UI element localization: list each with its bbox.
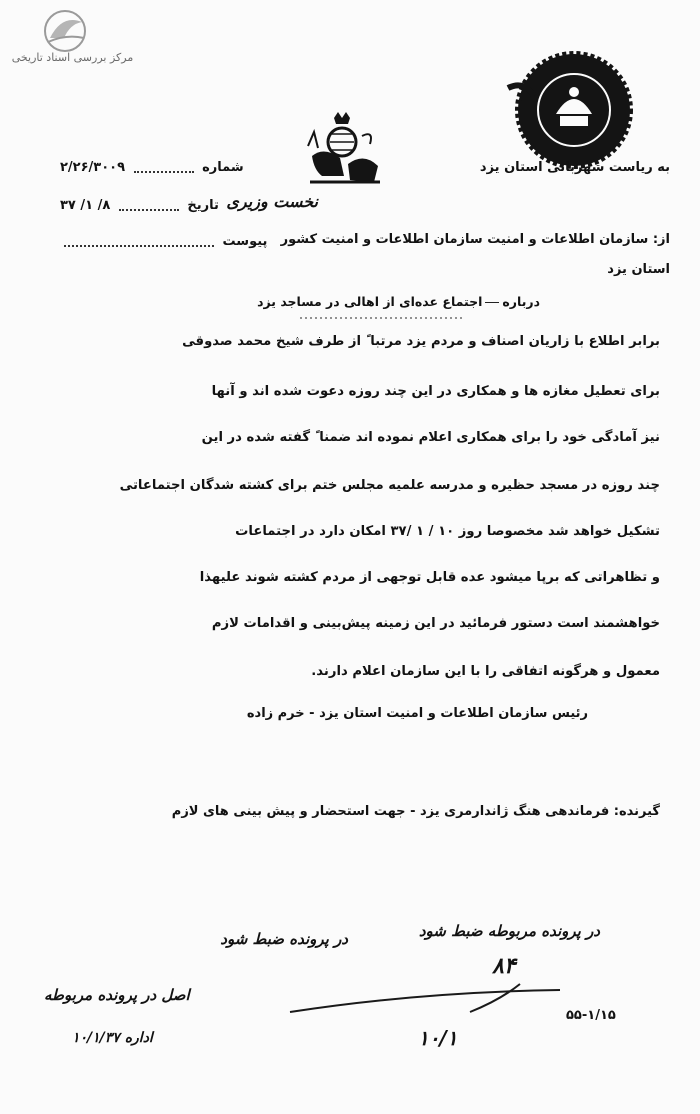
date-row xyxy=(60,198,219,213)
attachment-dots xyxy=(64,237,214,247)
attachment-label: پیوست xyxy=(222,234,268,249)
date-dots xyxy=(119,201,179,211)
office-script: نخست وزیری xyxy=(226,192,318,211)
date-label: تاریخ xyxy=(187,198,219,213)
lion-and-sun-emblem-icon xyxy=(304,112,386,190)
body-line-3: نیز آمادگی خود را برای همکاری اعلام نموده اند ضمنا ً گفته شده در این xyxy=(201,430,660,445)
date-value: ۸/ ۱/ ۳۷ xyxy=(60,198,111,213)
body-line-8: معمول و هرگونه اتفاقی را با این سازمان اعلام دارند. xyxy=(311,664,660,679)
subject-label: درباره xyxy=(502,294,540,309)
archive-name: مرکز بررسی اسناد تاریخی xyxy=(11,51,134,64)
annotation-note-4: اداره ۱۰/۱/۳۷ xyxy=(72,1030,153,1046)
office-line-3: استان یزد xyxy=(607,262,670,277)
office-line-2: از: سازمان اطلاعات و امنیت سازمان اطلاعات و امنیت کشور xyxy=(280,232,670,247)
subject-text: اجتماع عده‌ای از اهالی در مساجد یزد xyxy=(257,294,483,309)
body-line-6: و تظاهراتی که برپا میشود عده قابل توجهی از مردم کشته شوند علیهذا xyxy=(199,570,660,585)
signature-line: رئیس سازمان اطلاعات و امنیت استان یزد - خرم زاده xyxy=(246,706,588,721)
recipient-line: گیرنده: فرماندهی هنگ ژاندارمری یزد - جهت استحضار و پیش بینی های لازم xyxy=(171,804,660,819)
annotation-note-3: اصل در پرونده مربوطه xyxy=(44,986,190,1004)
annotation-note-2: در پرونده ضبط شود xyxy=(220,930,348,948)
number-dots xyxy=(134,163,194,173)
office-line-1: به ریاست شهربانی استان یزد xyxy=(479,160,670,175)
footer-code: ۵۵-۱/۱۵ xyxy=(566,1008,616,1023)
subject-line xyxy=(257,294,540,309)
number-label: شماره xyxy=(202,160,244,175)
body-line-1: برابر اطلاع با زاریان اصناف و مردم یزد مرتبا ً از طرف شیخ محمد صدوقی xyxy=(182,334,660,349)
annotation-note-1: در پرونده مربوطه ضبط شود xyxy=(418,922,600,940)
attachment-row xyxy=(60,234,267,249)
annotation-date: ۱۰/۱ xyxy=(418,1026,458,1050)
archive-logo-icon xyxy=(40,8,90,54)
annotation-number: ۸۴ xyxy=(492,954,516,979)
body-line-7: خواهشمند است دستور فرمائید در این زمینه پیش‌بینی و اقدامات لازم xyxy=(211,616,660,631)
body-line-5: تشکیل خواهد شد مخصوصا روز ۱۰ / ۱ /۳۷ امکان دارد در اجتماعات xyxy=(235,524,660,539)
subject-rule xyxy=(485,302,499,303)
body-line-4: چند روزه در مسجد حظیره و مدرسه علمیه مجلس ختم برای کشته شدگان اجتماعاتی xyxy=(119,478,660,493)
number-row xyxy=(60,160,244,175)
body-line-2: برای تعطیل مغازه ها و همکاری در این چند روزه دعوت شده اند و آنها xyxy=(211,384,660,399)
number-value: ۲/۲۶/۳۰۰۹ xyxy=(60,160,126,175)
round-seal-icon xyxy=(504,48,636,172)
